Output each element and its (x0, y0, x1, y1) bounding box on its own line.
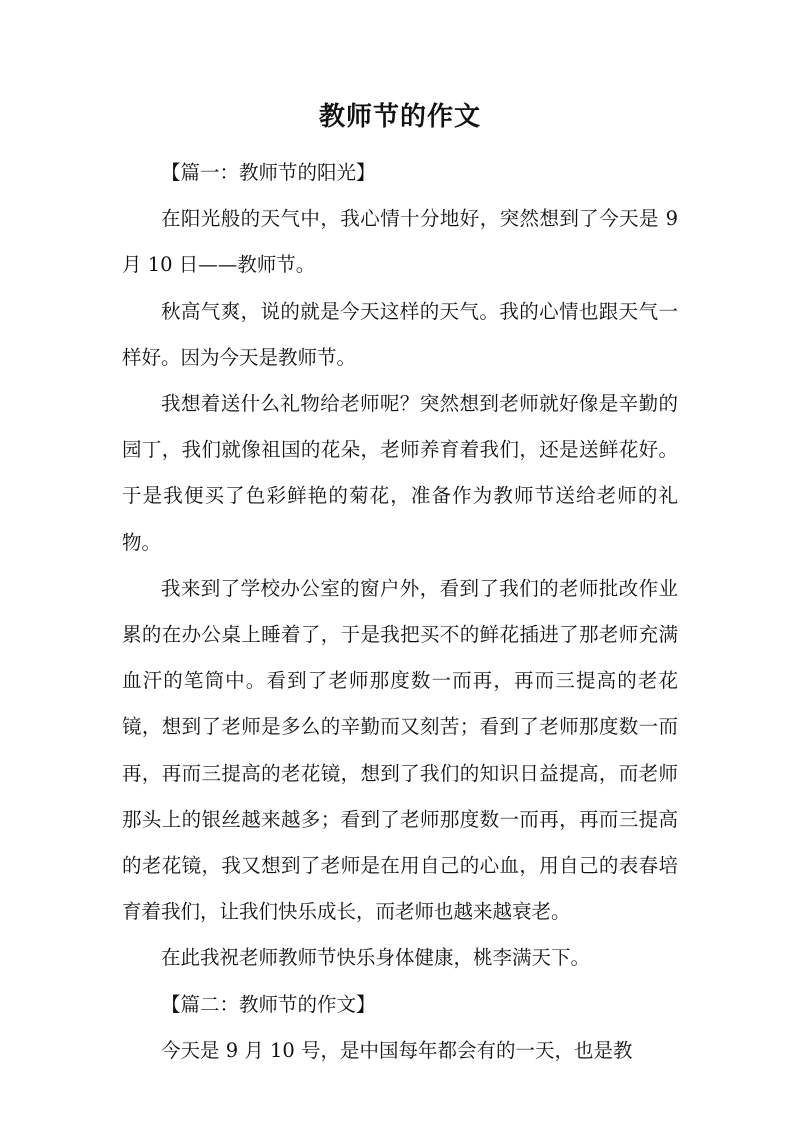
paragraph: 我来到了学校办公室的窗户外，看到了我们的老师批改作业累的在办公桌上睡着了，于是我把买不的鲜花插进了那老师充满血汗的笔筒中。看到了老师那度数一而再，再而三提高的老花镜，想到了老师是多么的辛勤而又刻苦；看到了老师那度数一而再，再而三提高的老花镜，想到了我们的知识日益提高，而老师那头上的银丝越来越多；看到了老师那度数一而再，再而三提高的老花镜，我又想到了老师是在用自己的心血，用自己的表春培育着我们，让我们快乐成长，而老师也越来越衰老。 (122, 576, 678, 924)
section-heading: 【篇一：教师节的阳光】 (161, 161, 376, 184)
paragraph: 我想着送什么礼物给老师呢？突然想到老师就好像是辛勤的园丁，我们就像祖国的花朵，老师养育着我们，还是送鲜花好。于是我便买了色彩鲜艳的菊花，准备作为教师节送给老师的礼物。 (122, 392, 678, 554)
section-heading: 【篇二：教师节的作文】 (161, 992, 376, 1016)
paragraph: 在阳光般的天气中，我心情十分地好，突然想到了今天是 9 月 10 日——教师节。 (122, 207, 678, 277)
paragraph: 在此我祝老师教师节快乐身体健康，桃李满天下。 (161, 946, 591, 970)
paragraph: 秋高气爽，说的就是今天这样的天气。我的心情也跟天气一样好。因为今天是教师节。 (122, 299, 678, 369)
document-title: 教师节的作文 (318, 102, 481, 132)
document-body (122, 150, 678, 1074)
paragraph: 今天是 9 月 10 号，是中国每年都会有的一天，也是教 (161, 1038, 633, 1062)
